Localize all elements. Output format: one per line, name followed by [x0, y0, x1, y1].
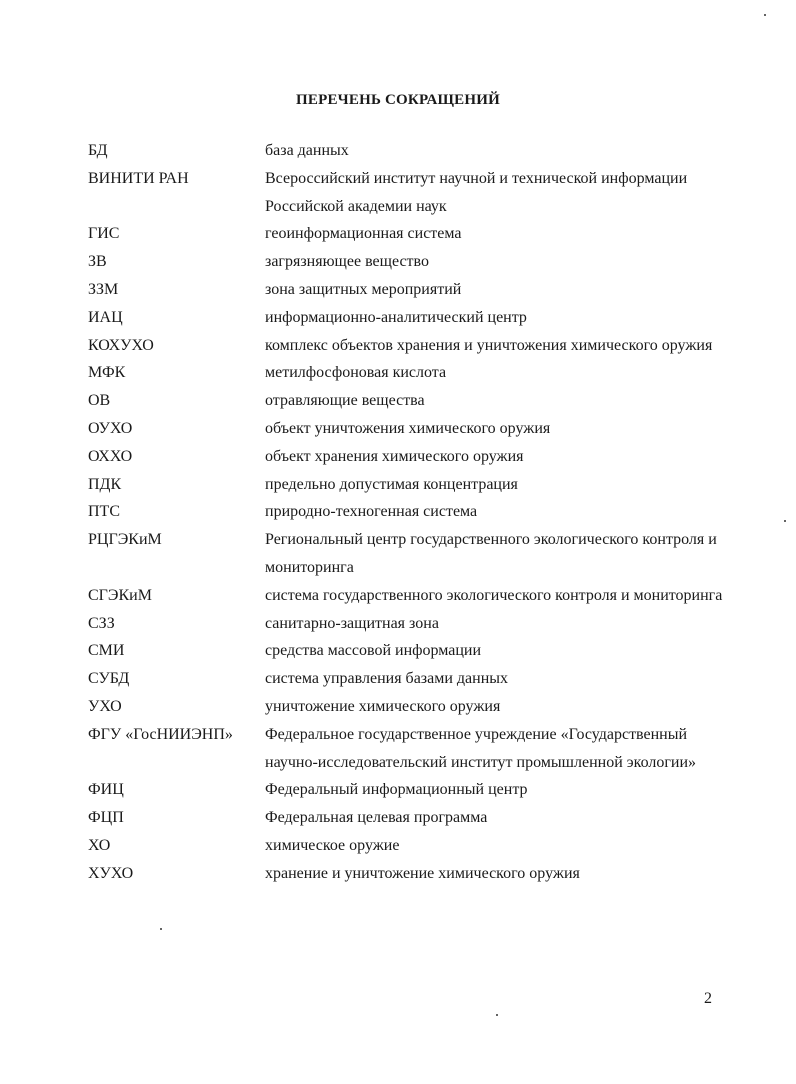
abbreviation-term: ОУХО [88, 419, 133, 437]
abbreviation-term: ПДК [88, 475, 122, 493]
scan-speck [784, 520, 786, 522]
abbreviation-term: КОХУХО [88, 336, 154, 354]
abbreviation-term: ВИНИТИ РАН [88, 169, 189, 187]
abbreviation-definition: база данных [265, 142, 349, 159]
abbreviation-term: ЗВ [88, 253, 107, 271]
abbreviation-entry [88, 610, 728, 638]
abbreviation-term: ХУХО [88, 864, 134, 882]
abbreviation-entry [88, 498, 728, 526]
abbreviation-term: ХО [88, 836, 111, 854]
abbreviation-entry [88, 665, 728, 693]
abbreviation-entry [88, 387, 728, 415]
abbreviation-term: ПТС [88, 503, 120, 521]
abbreviation-term: ИАЦ [88, 308, 123, 326]
abbreviation-term: ОХХО [88, 447, 133, 465]
abbreviation-entry [88, 359, 728, 387]
abbreviation-term: ОВ [88, 392, 111, 410]
abbreviation-term: ГИС [88, 225, 120, 243]
abbreviation-entry [88, 776, 728, 804]
abbreviation-entry [88, 804, 728, 832]
abbreviation-definition: предельно допустимая концентрация [265, 475, 518, 493]
abbreviation-term: МФК [88, 364, 126, 382]
abbreviation-definition: информационно-аналитический центр [265, 308, 527, 326]
abbreviation-entry [88, 165, 728, 221]
abbreviation-definition: Федеральное государственное учреждение «Государственный научно-исследовательский институт промышленной экологии» [265, 725, 697, 771]
abbreviation-definition: отравляющие вещества [265, 392, 425, 410]
abbreviation-definition: санитарно-защитная зона [265, 614, 439, 632]
abbreviation-entry [88, 526, 728, 582]
abbreviation-term: ФГУ «ГосНИИЭНП» [88, 725, 233, 743]
scan-speck [496, 1014, 498, 1016]
abbreviation-definition: Федеральный информационный центр [265, 781, 528, 799]
abbreviation-definition: Федеральная целевая программа [265, 809, 488, 827]
abbreviation-entry [88, 248, 728, 276]
abbreviation-definition: химическое оружие [265, 836, 400, 854]
abbreviation-definition: природно-техногенная система [265, 503, 478, 521]
abbreviation-entry [88, 693, 728, 721]
page-title: ПЕРЕЧЕНЬ СОКРАЩЕНИЙ [296, 92, 500, 108]
abbreviation-definition: объект уничтожения химического оружия [265, 419, 551, 437]
abbreviation-entry [88, 443, 728, 471]
abbreviation-term: УХО [88, 697, 122, 715]
scan-speck [160, 928, 162, 930]
abbreviation-entry [88, 220, 728, 248]
abbreviation-definition: система управления базами данных [265, 670, 509, 688]
abbreviation-definition: хранение и уничтожение химического оружия [265, 864, 580, 882]
page-number: 2 [704, 990, 712, 1007]
abbreviation-entry [88, 304, 728, 332]
abbreviation-entry [88, 721, 728, 777]
abbreviation-definition: зона защитных мероприятий [265, 280, 462, 298]
abbreviation-term: СМИ [88, 642, 125, 660]
abbreviation-definition: Всероссийский институт научной и технической информации Российской академии наук [265, 169, 688, 215]
abbreviation-term: ФИЦ [88, 781, 124, 799]
abbreviation-definition: уничтожение химического оружия [265, 697, 501, 715]
abbreviation-entry [88, 276, 728, 304]
abbreviation-entry [88, 637, 728, 665]
abbreviation-entry [88, 137, 728, 165]
abbreviation-term: СГЭКиМ [88, 586, 152, 604]
abbreviation-definition: геоинформационная система [265, 225, 462, 243]
abbreviation-entry [88, 832, 728, 860]
abbreviation-term: ЗЗМ [88, 280, 119, 298]
scan-speck [764, 14, 766, 16]
abbreviation-entry [88, 471, 728, 499]
abbreviation-entry [88, 332, 728, 360]
abbreviation-definition: средства массовой информации [265, 642, 482, 660]
abbreviation-definition: комплекс объектов хранения и уничтожения химического оружия [265, 336, 713, 354]
abbreviation-term: РЦГЭКиМ [88, 531, 162, 549]
abbreviation-definition: объект хранения химического оружия [265, 447, 524, 465]
abbreviation-entry [88, 860, 728, 888]
abbreviation-term: СЗЗ [88, 614, 115, 632]
abbreviation-definition: метилфосфоновая кислота [265, 364, 447, 382]
abbreviation-definition: Региональный центр государственного экологического контроля и мониторинга [265, 531, 717, 576]
abbreviation-entry [88, 415, 728, 443]
abbreviation-term: БД [88, 142, 108, 159]
abbreviation-list [88, 137, 728, 888]
abbreviation-term: СУБД [88, 670, 130, 688]
abbreviation-term: ФЦП [88, 809, 124, 827]
abbreviation-definition: система государственного экологического контроля и мониторинга [265, 586, 723, 604]
abbreviation-definition: загрязняющее вещество [265, 253, 429, 271]
abbreviation-entry [88, 582, 728, 610]
